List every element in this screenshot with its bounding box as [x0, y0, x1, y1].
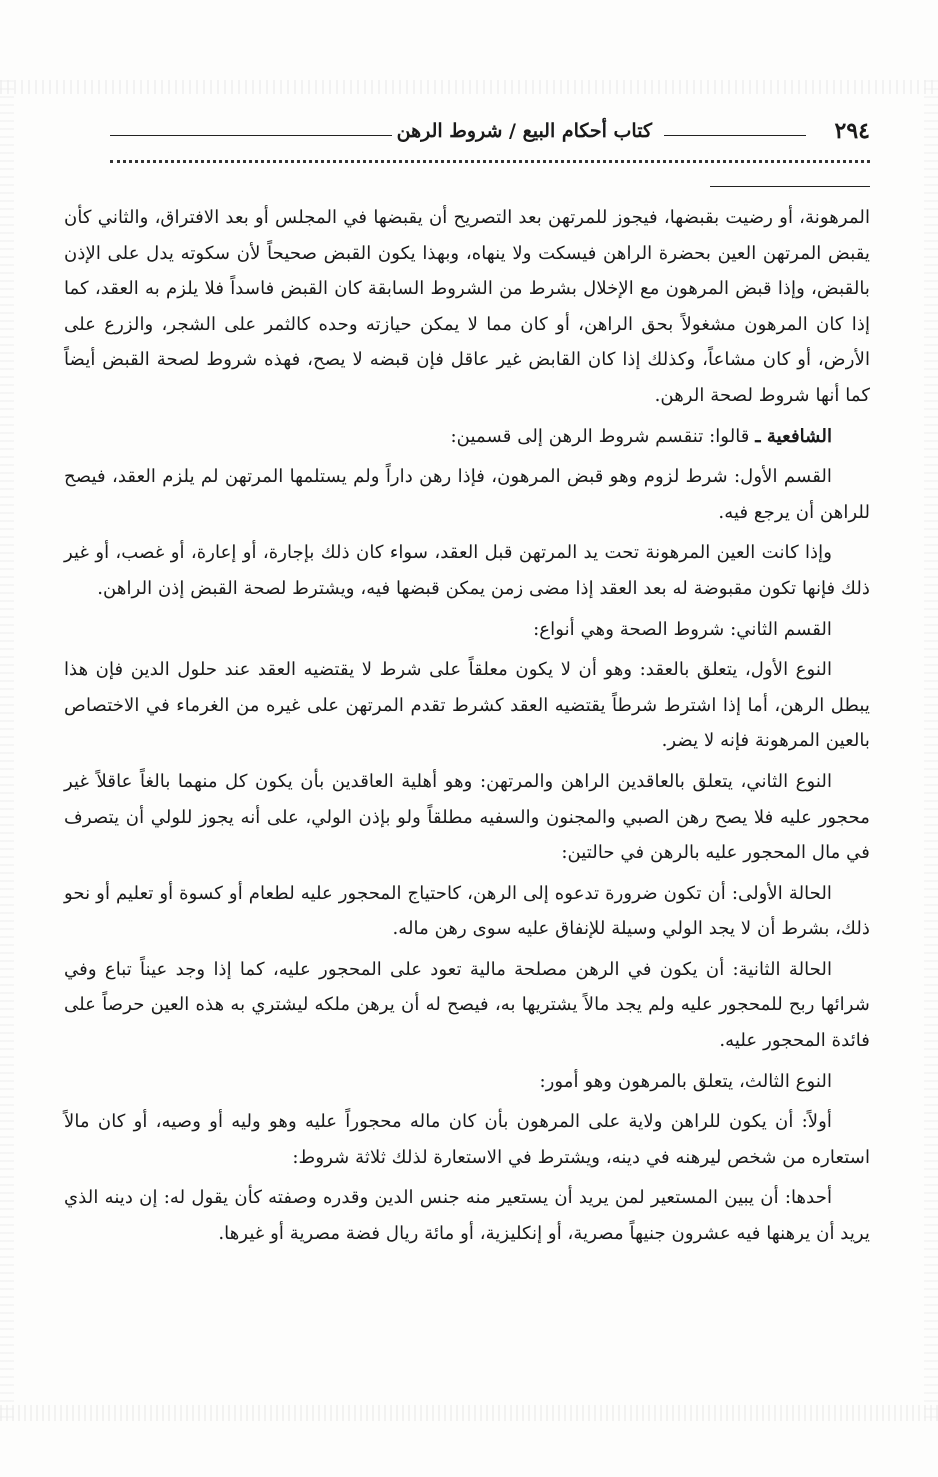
paragraph-text: القسم الأول: شرط لزوم وهو قبض المرهون، فإذا رهن داراً ولم يستلمها المرتهن لم يلزم العقد، فيصح للراهن أن يرجع فيه. [64, 466, 870, 523]
paragraph-2 [64, 419, 870, 455]
paragraph-12 [64, 1180, 870, 1251]
paragraph-text: وإذا كانت العين المرهونة تحت يد المرتهن قبل العقد، سواء كان ذلك بإجارة، أو إعارة، أو غصب، أو غير ذلك فإنها تكون مقبوضة له بعد العقد إذا مضى زمن يمكن قبضها فيه، ويشترط لصحة القبض إذن الراهن. [64, 542, 870, 599]
paragraph-text: أولاً: أن يكون للراهن ولاية على المرهون بأن كان ماله محجوراً عليه وهو وليه أو وصيه، أو كان مالاً استعاره من شخص ليرهنه في دينه، ويشترط في الاستعارة لذلك ثلاثة شروط: [64, 1111, 870, 1168]
paragraph-5 [64, 612, 870, 648]
page-number: ٢٩٤ [834, 118, 870, 144]
paragraph-text: النوع الثاني، يتعلق بالعاقدين الراهن والمرتهن: وهو أهلية العاقدين بأن يكون كل منهما بالغاً عاقلاً غير محجور عليه فلا يصح رهن الصبي والمجنون والسفيه مطلقاً ولو بإذن الولي، على أنه يجوز للولي أن يتصرف في مال المحجور عليه بالرهن في حالتين: [64, 770, 870, 864]
paragraph-text: القسم الثاني: شروط الصحة وهي أنواع: [533, 618, 832, 640]
scan-noise-top [0, 80, 938, 94]
paragraph-3 [64, 459, 870, 530]
paragraph-text: أحدها: أن يبين المستعير لمن يريد أن يستعير منه جنس الدين وقدره وصفته كأن يقول له: إن دينه الذي يريد أن يرهنها فيه عشرون جنيهاً مصرية، أو إنكليزية، أو مائة ريال فضة مصرية أو غيرها. [64, 1187, 870, 1245]
dotted-separator [110, 160, 870, 163]
paragraph-9 [64, 952, 870, 1059]
header-rule-short [664, 135, 806, 136]
paragraph-11 [64, 1104, 870, 1175]
school-heading: الشافعية ـ [755, 425, 832, 447]
section-rule [710, 186, 870, 187]
body-text [64, 200, 870, 1257]
running-title: كتاب أحكام البيع / شروط الرهن [396, 120, 652, 142]
paragraph-text: قالوا: تنقسم شروط الرهن إلى قسمين: [450, 425, 756, 447]
paragraph-text: النوع الأول، يتعلق بالعقد: وهو أن لا يكون معلقاً على شرط لا يقتضيه العقد عند حلول الدين فإن هذا يبطل الرهن، أما إذا اشترط شرطاً يقتضيه العقد كشرط تقدم المرتهن على غيره من الغرماء في الاختصاص بالعين المرهونة فإنه لا يضر. [64, 659, 870, 752]
page-header [110, 118, 870, 158]
paragraph-4 [64, 535, 870, 606]
scan-noise-right [924, 80, 938, 1420]
paragraph-text: الحالة الأولى: أن تكون ضرورة تدعوه إلى الرهن، كاحتياج المحجور عليه لطعام أو كسوة أو تعليم أو نحو ذلك، بشرط أن لا يجد الولي وسيلة للإنفاق عليه سوى رهن ماله. [64, 882, 870, 940]
paragraph-text: الحالة الثانية: أن يكون في الرهن مصلحة مالية تعود على المحجور عليه، كما إذا وجد عيناً تباع وفي شرائها ربح للمحجور عليه ولم يجد مالاً يشتريها به، فيصح له أن يرهن ملكه ليشتري به هذه العين حرصاً على فائدة المحجور عليه. [64, 958, 870, 1052]
paragraph-7 [64, 764, 870, 871]
paragraph-10 [64, 1064, 870, 1100]
paragraph-1 [64, 200, 870, 414]
paragraph-8 [64, 876, 870, 947]
paragraph-text: المرهونة، أو رضيت بقبضها، فيجوز للمرتهن بعد التصريح أن يقبضها في المجلس أو بعد الافتراق، والثاني كأن يقبض المرتهن العين بحضرة الراهن فيسكت ولا ينهاه، وبهذا يكون القبض صحيحاً لأن سكوته يدل على الإذن بالقبض، وإذا قبض المرهون مع الإخلال بشرط من الشروط السابقة كان القبض فاسداً فلا يلزم به العقد، كما إذا كان المرهون مشغولاً بحق الراهن، أو كان مما لا يمكن حيازته وحده كالثمر على الشجر، والزرع على الأرض، أو كان مشاعاً، وكذلك إذا كان القابض غير عاقل فإن قبضه لا يصح، فهذه شروط لصحة القبض أيضاً كما أنها شروط لصحة الرهن. [64, 207, 870, 406]
paragraph-6 [64, 652, 870, 759]
scan-noise-left [0, 80, 14, 1420]
scan-noise-bottom [0, 1405, 938, 1421]
header-rule-long [110, 135, 392, 136]
paragraph-text: النوع الثالث، يتعلق بالمرهون وهو أمور: [539, 1070, 832, 1092]
